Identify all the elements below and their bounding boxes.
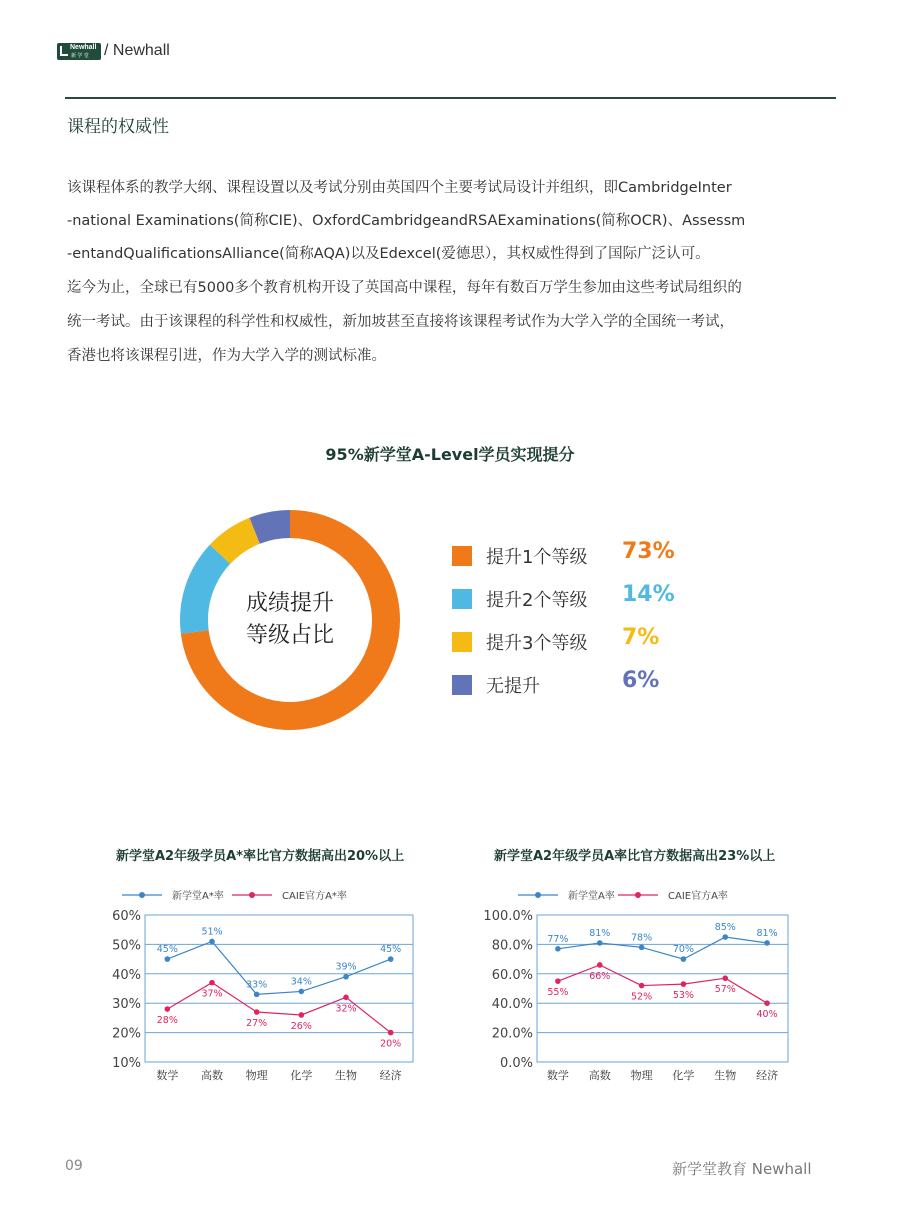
data-point [209,939,215,945]
data-point [254,1009,260,1015]
data-point [597,962,603,968]
data-label: 20% [380,1038,402,1050]
paragraph-line: -entandQualificationsAlliance(简称AQA)以及Edexcel(爱德思），其权威性得到了国际广泛认可。 [67,246,710,262]
legend-label: 新学堂A*率 [172,891,224,902]
legend-marker [635,892,641,898]
y-tick-label: 0.0% [499,1056,533,1071]
y-tick-label: 20% [112,1026,141,1042]
data-point [597,940,603,946]
y-tick-label: 60.0% [491,967,533,983]
data-point [681,981,687,987]
x-tick-label: 经济 [756,1069,779,1082]
x-tick-label: 物理 [630,1069,653,1082]
data-label: 37% [201,988,223,1000]
paragraph-line: 统一考试。由于该课程的科学性和权威性，新加坡甚至直接将该课程考试作为大学入学的全国统一考试， [67,314,734,330]
legend-swatch [452,546,472,566]
data-point [343,974,349,980]
data-point [254,992,260,998]
data-label: 81% [756,927,778,939]
logo-word: Newhall [70,44,97,51]
paragraph-line: 香港也将该课程引进，作为大学入学的测试标准。 [67,348,386,364]
logo-cn: 新 学 堂 [71,53,89,59]
data-label: 27% [246,1018,268,1030]
line-chart-2-title: 新学堂A2年级学员A率比官方数据高出23%以上 [494,849,776,864]
x-tick-label: 物理 [245,1069,268,1082]
paragraph-line: -national Examinations(简称CIE)、OxfordCambridgeandRSAExaminations(简称OCR)、Assessm [67,213,746,229]
legend-swatch [452,675,472,695]
y-tick-label: 30% [112,997,141,1013]
x-tick-label: 高数 [588,1069,611,1082]
legend-swatch [452,632,472,652]
legend-label: 提升2个等级 [486,590,588,611]
data-label: 34% [290,976,312,988]
data-label: 78% [631,932,653,944]
data-label: 26% [290,1020,312,1032]
data-point [165,956,171,962]
data-point [639,983,645,989]
data-label: 85% [714,922,736,934]
legend-value: 73% [622,539,675,564]
data-point [299,989,305,995]
legend-item-2-grades [452,584,712,612]
legend-label: 提升1个等级 [486,547,588,568]
legend-label: CAIE官方A率 [668,891,728,902]
legend-item-1-grade [452,541,712,569]
data-label: 28% [156,1015,178,1027]
data-point [555,978,561,984]
footer-brand: 新学堂教育 Newhall [672,1160,812,1178]
line-chart-1-title: 新学堂A2年级学员A*率比官方数据高出20%以上 [116,849,405,864]
logo-mark-icon [60,46,68,56]
y-tick-label: 20.0% [491,1026,533,1042]
y-tick-label: 100.0% [483,909,533,924]
data-point [764,1000,770,1006]
x-tick-label: 经济 [379,1069,402,1082]
data-label: 77% [547,933,569,945]
legend-label: 无提升 [486,676,540,697]
data-label: 57% [714,984,736,996]
data-label: 66% [589,970,611,982]
section-title: 课程的权威性 [67,117,169,137]
legend-value: 6% [622,668,660,693]
donut-center-line-2: 等级占比 [245,623,334,648]
paragraph-line: 该课程体系的教学大纲、课程设置以及考试分别由英国四个主要考试局设计并组织，即CambridgeInter [67,180,732,196]
newhall-logo [57,43,101,60]
legend-label: 提升3个等级 [486,633,588,654]
plot-frame [145,915,413,1062]
legend-label: 新学堂A率 [568,891,615,902]
data-label: 81% [589,927,611,939]
legend-marker [139,892,145,898]
data-label: 32% [335,1003,357,1015]
data-point [681,956,687,962]
legend-marker [249,892,255,898]
paragraph-line: 迄今为止，全球已有5000多个教育机构开设了英国高中课程，每年有数百万学生参加由这些考试局组织的 [67,280,742,296]
line-chart-a [470,880,800,1090]
x-tick-label: 生物 [714,1069,737,1082]
legend-item-3-grades [452,627,712,655]
series-line-1 [167,941,390,994]
donut-center-line-1: 成绩提升 [245,591,334,616]
data-label: 45% [380,944,402,956]
data-point [639,945,645,951]
y-tick-label: 60% [112,909,141,924]
line-chart-a-star [100,880,420,1090]
data-label: 39% [335,961,357,973]
legend-value: 14% [622,582,675,607]
x-tick-label: 化学 [672,1069,695,1082]
data-label: 52% [631,991,653,1003]
header-divider [65,97,836,99]
data-point [722,975,728,981]
page-number: 09 [65,1158,83,1174]
legend-swatch [452,589,472,609]
y-tick-label: 80.0% [491,938,533,954]
data-label: 70% [672,944,694,956]
data-label: 55% [547,987,569,999]
data-label: 51% [201,926,223,938]
legend-marker [535,892,541,898]
y-tick-label: 10% [112,1056,141,1071]
legend-value: 7% [622,625,660,650]
data-point [388,1030,394,1036]
data-point [343,995,349,1001]
data-point [209,980,215,986]
legend-item-no-improvement [452,670,712,698]
y-tick-label: 40% [112,967,141,983]
header-brand: / Newhall [104,42,170,59]
y-tick-label: 50% [112,938,141,954]
data-point [764,940,770,946]
donut-chart-title: 95%新学堂A-Level学员实现提分 [325,445,575,464]
data-point [165,1006,171,1012]
x-tick-label: 数学 [546,1069,569,1082]
data-point [722,934,728,940]
donut-center-label [205,588,375,652]
data-label: 40% [756,1009,778,1021]
legend-label: CAIE官方A*率 [282,891,347,902]
y-tick-label: 40.0% [491,997,533,1013]
data-label: 53% [672,990,694,1002]
data-label: 45% [156,944,178,956]
x-tick-label: 高数 [201,1069,223,1082]
data-label: 33% [246,979,268,991]
x-tick-label: 化学 [290,1069,313,1082]
data-point [388,956,394,962]
data-point [555,946,561,952]
series-line-1 [558,937,767,959]
x-tick-label: 生物 [335,1069,357,1082]
plot-frame [537,915,788,1062]
data-point [299,1012,305,1018]
x-tick-label: 数学 [156,1069,179,1082]
